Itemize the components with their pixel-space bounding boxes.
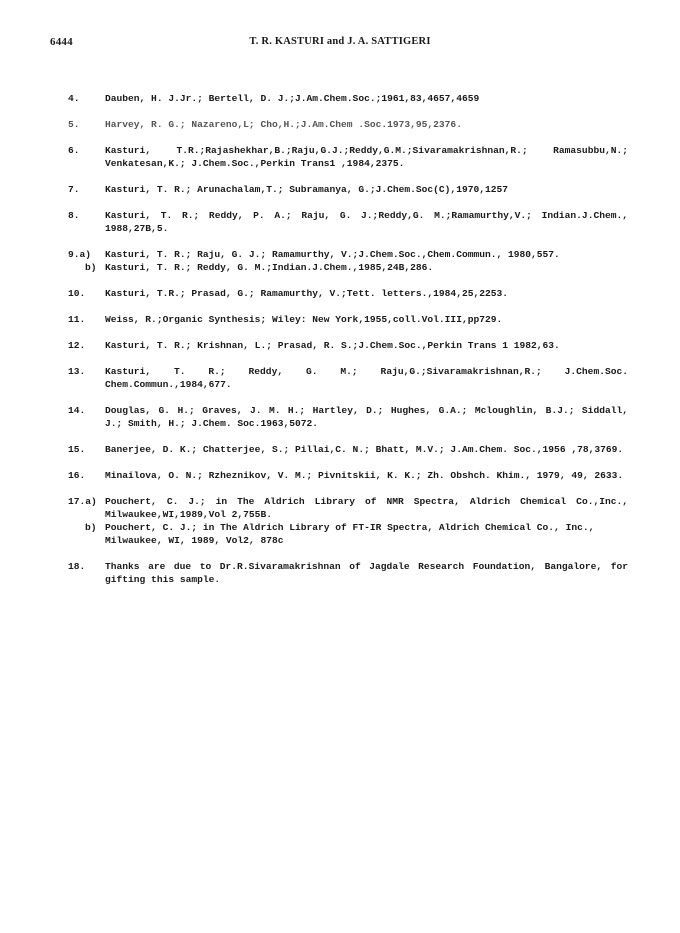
reference-sub-text: Kasturi, T. R.; Reddy, G. M.;Indian.J.Chem.,1985,24B,286. (105, 262, 434, 273)
reference-item (68, 183, 628, 196)
reference-item (68, 365, 628, 391)
reference-item (68, 469, 628, 482)
reference-number: 6. (68, 145, 80, 156)
reference-text: Kasturi, T. R.; Reddy, G. M.; Raju,G.;Sivaramakrishnan,R.; J.Chem.Soc. Chem.Commun.,1984,677. (105, 366, 628, 390)
reference-sub-label: b) (85, 262, 97, 273)
reference-number: 16. (68, 470, 86, 481)
reference-subitem (68, 261, 628, 274)
reference-text: Banerjee, D. K.; Chatterjee, S.; Pillai,C. N.; Bhatt, M.V.; J.Am.Chem. Soc.,1956 ,78,3769. (105, 444, 624, 455)
reference-item (68, 92, 628, 105)
reference-sub-label: b) (85, 522, 97, 533)
reference-text: Dauben, H. J.Jr.; Bertell, D. J.;J.Am.Chem.Soc.;1961,83,4657,4659 (105, 93, 480, 104)
reference-item (68, 209, 628, 235)
reference-text: Kasturi, T. R.; Raju, G. J.; Ramamurthy, V.;J.Chem.Soc.,Chem.Commun., 1980,557. (105, 249, 560, 260)
reference-item (68, 248, 628, 261)
reference-item (68, 404, 628, 430)
reference-text: Kasturi, T.R.;Rajashekhar,B.;Raju,G.J.;Reddy,G.M.;Sivaramakrishnan,R.; Ramasubbu,N.; Venkatesan,K.; J.Chem.Soc.,Perkin Trans1 ,1984,2375. (105, 145, 628, 169)
running-head: T. R. KASTURI and J. A. SATTIGERI (249, 36, 431, 47)
reference-text: Minailova, O. N.; Rzheznikov, V. M.; Pivnitskii, K. K.; Zh. Obshch. Khim., 1979, 49, 2633. (105, 470, 624, 481)
reference-item (68, 560, 628, 586)
reference-sub-text: Pouchert, C. J.; in The Aldrich Library of FT-IR Spectra, Aldrich Chemical Co., Inc., Milwaukee, WI, 1989, Vol2, 878c (105, 522, 595, 546)
reference-number: 9.a) (68, 249, 92, 260)
reference-item (68, 144, 628, 170)
reference-subitem (68, 521, 628, 547)
reference-number: 7. (68, 184, 80, 195)
reference-text: Kasturi, T.R.; Prasad, G.; Ramamurthy, V.;Tett. letters.,1984,25,2253. (105, 288, 509, 299)
reference-item (68, 443, 628, 456)
reference-item (68, 313, 628, 326)
reference-number: 10. (68, 288, 86, 299)
reference-number: 8. (68, 210, 80, 221)
page-number: 6444 (50, 36, 73, 48)
reference-number: 5. (68, 119, 80, 130)
reference-list (68, 92, 628, 599)
reference-text: Weiss, R.;Organic Synthesis; Wiley: New York,1955,coll.Vol.III,pp729. (105, 314, 503, 325)
reference-number: 14. (68, 405, 86, 416)
reference-number: 4. (68, 93, 80, 104)
reference-number: 18. (68, 561, 86, 572)
reference-number: 11. (68, 314, 86, 325)
reference-item (68, 495, 628, 521)
reference-number: 15. (68, 444, 86, 455)
reference-text: Douglas, G. H.; Graves, J. M. H.; Hartley, D.; Hughes, G.A.; Mcloughlin, B.J.; Siddall, J.; Smith, H.; J.Chem. Soc.1963,5072. (105, 405, 628, 429)
reference-number: 12. (68, 340, 86, 351)
reference-text: Kasturi, T. R.; Krishnan, L.; Prasad, R. S.;J.Chem.Soc.,Perkin Trans 1 1982,63. (105, 340, 560, 351)
reference-item (68, 339, 628, 352)
reference-number: 13. (68, 366, 86, 377)
reference-text: Thanks are due to Dr.R.Sivaramakrishnan of Jagdale Research Foundation, Bangalore, for gifting this sample. (105, 561, 628, 585)
reference-text: Harvey, R. G.; Nazareno,L; Cho,H.;J.Am.Chem .Soc.1973,95,2376. (105, 119, 462, 130)
reference-number: 17.a) (68, 496, 97, 507)
reference-text: Kasturi, T. R.; Arunachalam,T.; Subramanya, G.;J.Chem.Soc(C),1970,1257 (105, 184, 509, 195)
reference-item (68, 287, 628, 300)
reference-text: Kasturi, T. R.; Reddy, P. A.; Raju, G. J.;Reddy,G. M.;Ramamurthy,V.; Indian.J.Chem., 1988,27B,5. (105, 210, 628, 234)
reference-item (68, 118, 628, 131)
page-header (0, 36, 680, 52)
reference-text: Pouchert, C. J.; in The Aldrich Library of NMR Spectra, Aldrich Chemical Co.,Inc., Milwaukee,WI,1989,Vol 2,755B. (105, 496, 628, 520)
